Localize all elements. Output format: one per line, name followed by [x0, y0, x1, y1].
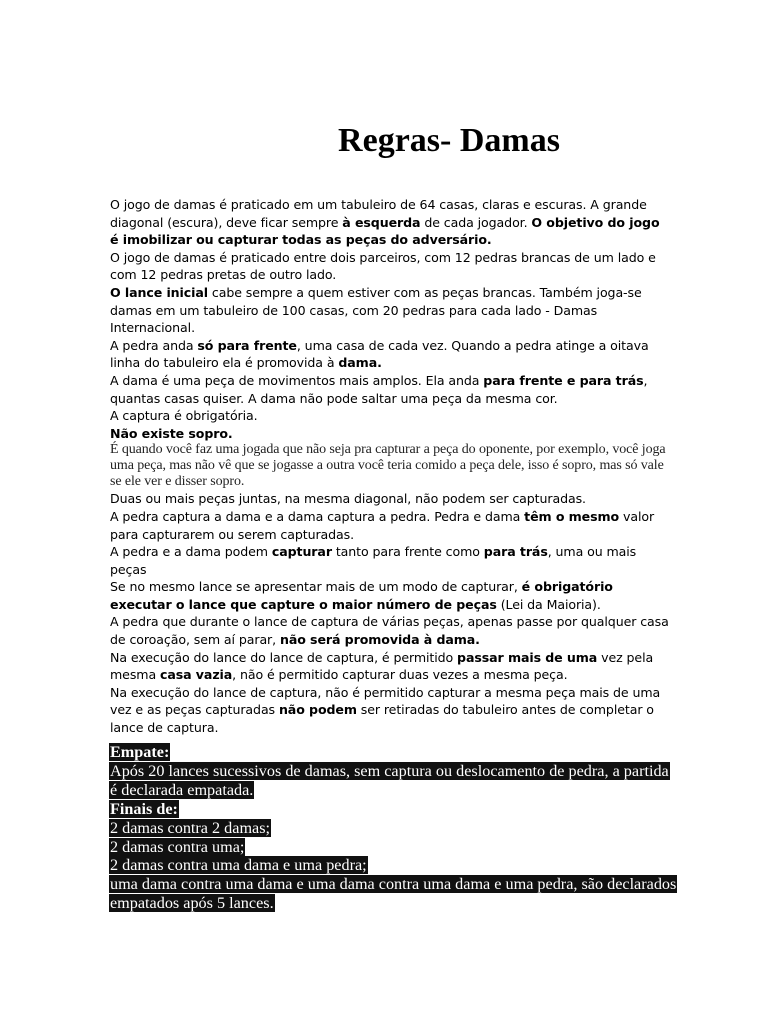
highlighted-run: 2 damas contra uma; — [110, 837, 245, 856]
bold-run: O objetivo do jogo é imobilizar ou capturar todas as peças do adversário. — [110, 214, 660, 248]
paragraph-coronation — [110, 613, 670, 648]
bold-run: dama. — [338, 355, 382, 371]
paragraph-sopro-explanation: É quando você faz uma jogada que não seja pra capturar a peça do oponente, por exemplo, você joga uma peça, mas não vê que se jogasse a outra você teria comido a peça dele, isso é sopro, mas só vale se ele ver e disser sopro. — [110, 442, 666, 490]
paragraph-no-sopro — [110, 425, 670, 443]
empate-heading — [109, 743, 679, 762]
text-run: A pedra anda — [110, 337, 198, 353]
bold-run: capturar — [271, 544, 332, 560]
bold-run: só para frente — [197, 337, 297, 353]
text-run: A pedra e a dama podem — [110, 544, 272, 560]
text-run: vez pela mesma — [110, 649, 654, 683]
text-run: A pedra captura a dama e a dama captura a pedra. Pedra e dama — [110, 508, 525, 524]
finais-item — [109, 838, 679, 857]
highlighted-run: Finais de: — [110, 799, 178, 818]
highlighted-run: uma dama contra uma dama e uma dama contra uma dama e uma pedra, são declarados empatados após 5 lances. — [110, 875, 677, 913]
bold-run: passar mais de uma — [457, 649, 598, 665]
bold-run: para frente e para trás — [483, 372, 644, 388]
paragraph-empty-square — [110, 649, 670, 684]
paragraph-initial-move — [110, 284, 670, 337]
text-run: cabe sempre a quem estiver com as peças brancas. Também joga-se damas em um tabuleiro de 100 casas, com 20 pedras para cada lado - Damas Internacional. — [110, 284, 642, 336]
bold-run: Não existe sopro. — [110, 425, 233, 441]
highlighted-run: Após 20 lances sucessivos de damas, sem captura ou deslocamento de pedra, a partida é declarada empatada. — [110, 761, 669, 799]
highlighted-run: Empate: — [110, 743, 170, 761]
text-run: Se no mesmo lance se apresentar mais de um modo de capturar, — [110, 579, 522, 595]
bold-run: não será promovida à dama. — [279, 632, 480, 648]
text-run: , uma casa de cada vez. Quando a pedra atinge a oitava linha do tabuleiro ela é promovida à — [110, 337, 649, 371]
empate-text — [109, 762, 679, 800]
paragraph-players: O jogo de damas é praticado entre dois parceiros, com 12 pedras brancas de um lado e com 12 pedras pretas de outro lado. — [110, 249, 656, 283]
paragraph-capture-directions — [110, 543, 670, 578]
paragraph-captured-pieces — [110, 684, 670, 737]
highlighted-run: 2 damas contra 2 damas; — [110, 818, 271, 837]
paragraph-equal-value — [110, 508, 670, 543]
highlighted-run: 2 damas contra uma dama e uma pedra; — [110, 856, 367, 875]
text-run: , não é permitido capturar duas vezes a mesma peça. — [232, 667, 568, 683]
page-title: Regras- Damas — [338, 122, 560, 159]
finais-heading — [109, 800, 679, 819]
paragraph-piece-movement — [110, 337, 670, 372]
text-run: , quantas casas quiser. A dama não pode saltar uma peça da mesma cor. — [110, 372, 648, 406]
draw-rules-section — [109, 743, 679, 913]
text-run: (Lei da Maioria). — [496, 596, 601, 612]
text-run: de cada jogador. — [420, 214, 532, 230]
paragraph-majority-law — [110, 578, 670, 613]
text-run: , uma ou mais peças — [110, 544, 637, 577]
paragraph-dama-movement — [110, 372, 670, 407]
text-run: A pedra que durante o lance de captura de várias peças, apenas passe por qualquer casa de coroação, sem aí parar, — [110, 614, 669, 648]
finais-item — [109, 856, 679, 875]
bold-run: é obrigatório executar o lance que capture o maior número de peças — [110, 579, 613, 612]
bold-run: não podem — [278, 702, 357, 718]
paragraph-board — [110, 196, 670, 249]
bold-run: têm o mesmo — [524, 508, 620, 524]
text-run: ser retiradas do tabuleiro antes de completar o lance de captura. — [110, 702, 654, 736]
text-run: Na execução do lance do lance de captura, é permitido — [110, 649, 458, 665]
rules-body — [110, 196, 670, 737]
paragraph-joined-pieces: Duas ou mais peças juntas, na mesma diagonal, não podem ser capturadas. — [110, 491, 586, 507]
text-run: A dama é uma peça de movimentos mais amplos. Ela anda — [110, 372, 484, 388]
text-run: tanto para frente como — [331, 544, 484, 560]
bold-run: casa vazia — [159, 667, 233, 683]
bold-run: O lance inicial — [110, 284, 208, 300]
finais-item — [109, 875, 679, 913]
text-run: Na execução do lance de captura, não é permitido capturar a mesma peça mais de uma vez e as peças capturadas — [110, 684, 661, 718]
paragraph-capture-mandatory: A captura é obrigatória. — [110, 408, 258, 424]
text-run: valor para capturarem ou serem capturadas. — [110, 508, 655, 542]
finais-item — [109, 819, 679, 838]
bold-run: para trás — [483, 544, 548, 560]
text-run: O jogo de damas é praticado em um tabuleiro de 64 casas, claras e escuras. A grande diagonal (escura), deve ficar sempre — [110, 197, 647, 230]
bold-run: à esquerda — [342, 214, 421, 230]
